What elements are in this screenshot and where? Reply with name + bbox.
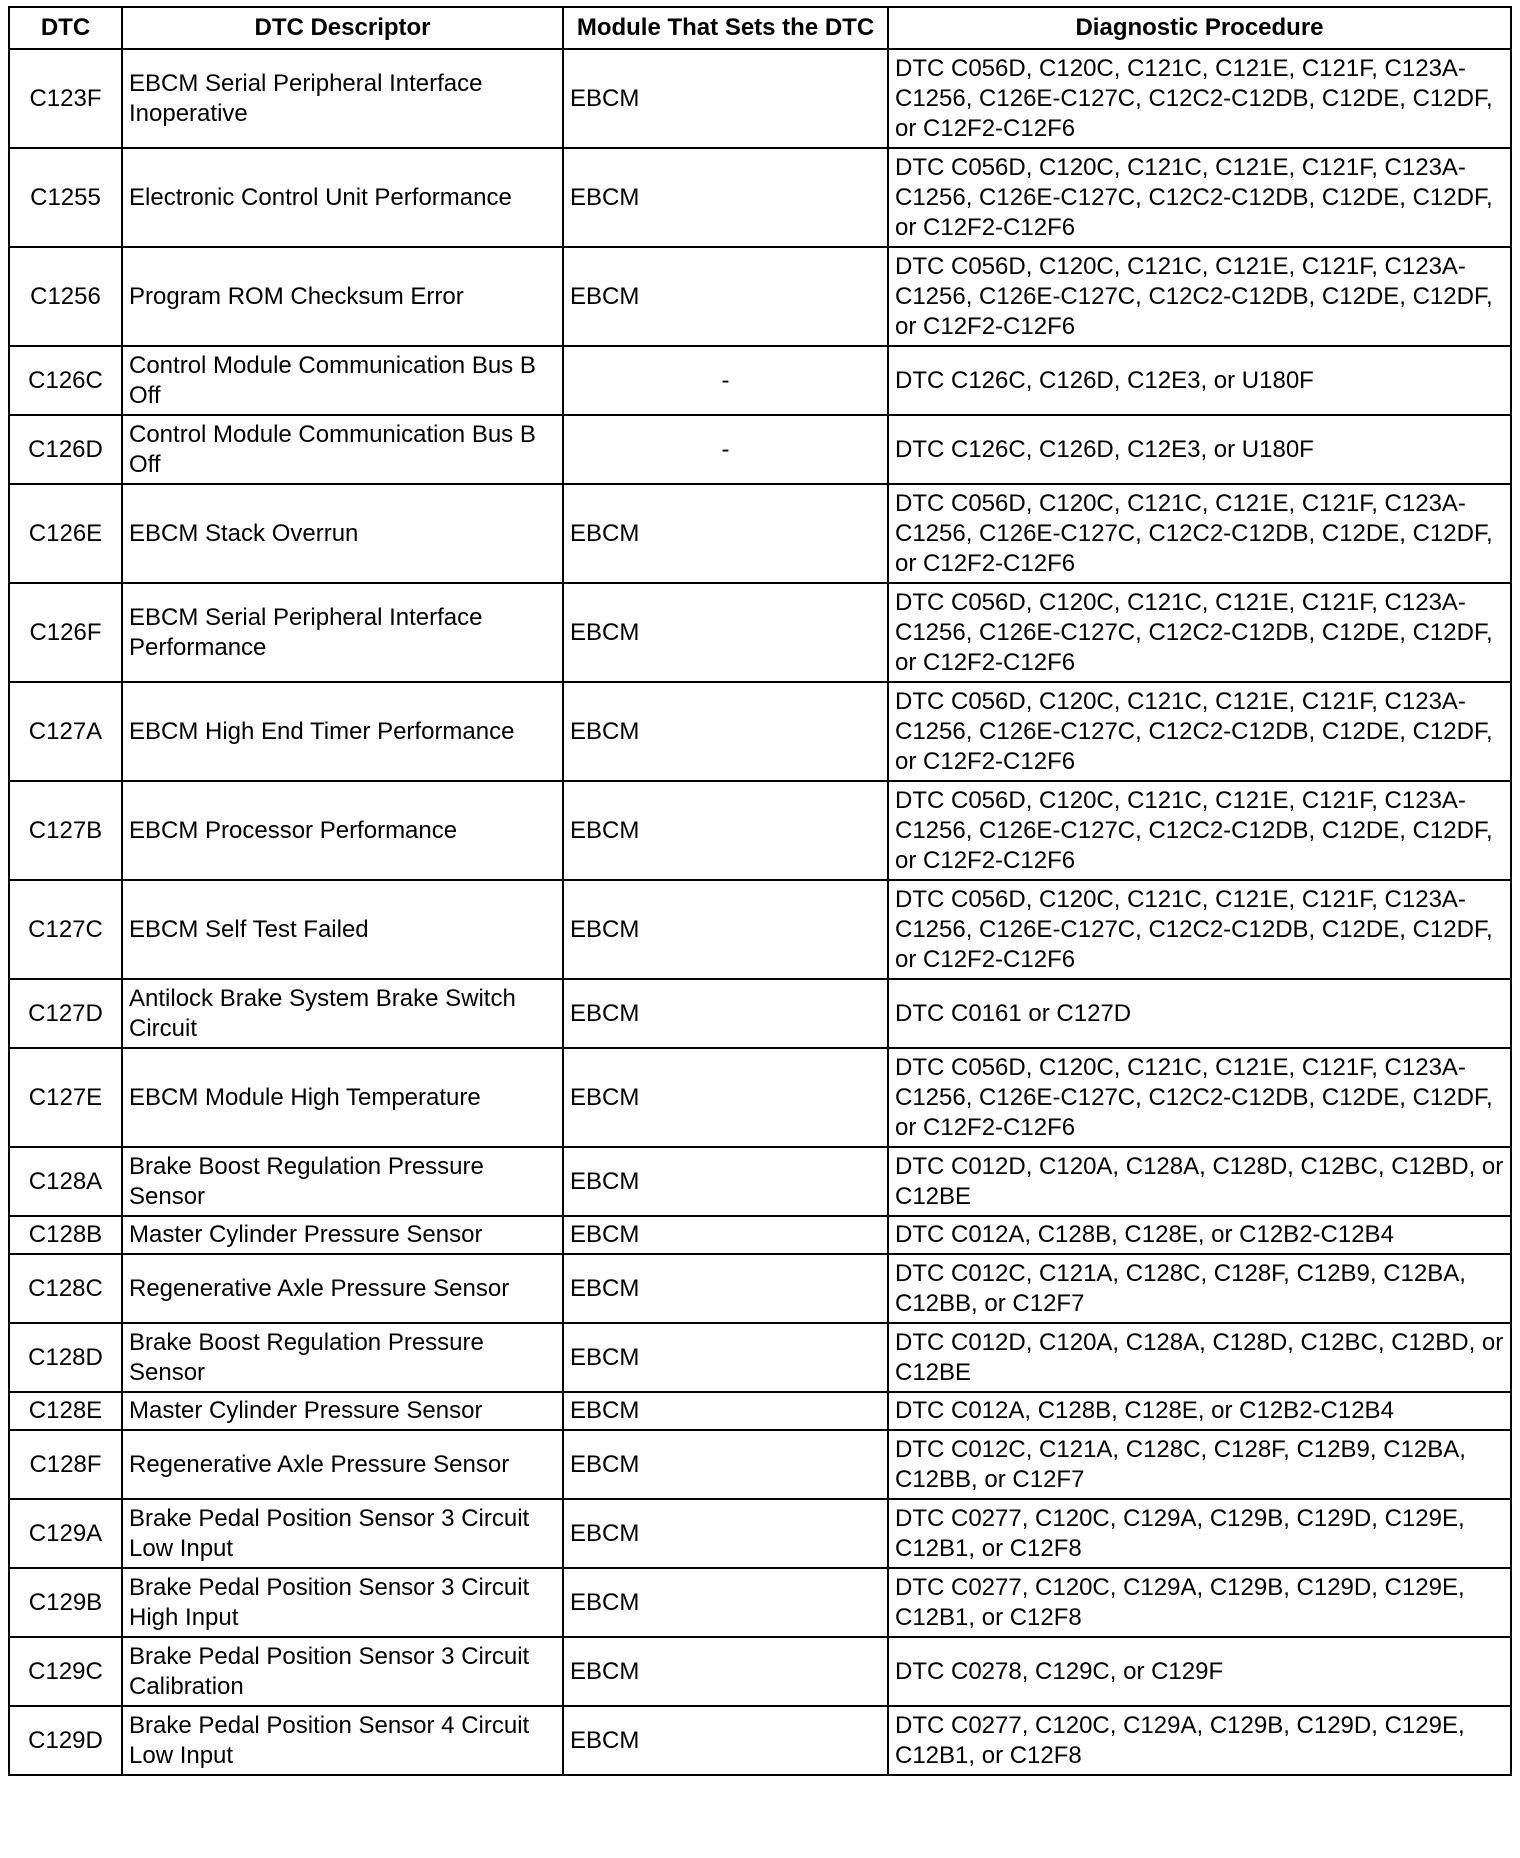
table-row [9,682,1511,781]
descriptor-cell: Brake Pedal Position Sensor 3 Circuit Calibration [122,1637,563,1706]
dtc-code-cell: C129A [9,1499,122,1568]
dtc-code-cell: C128E [9,1392,122,1430]
table-row [9,880,1511,979]
table-row [9,1323,1511,1392]
header-row [9,7,1511,49]
table-row [9,1430,1511,1499]
descriptor-cell: Brake Pedal Position Sensor 4 Circuit Low Input [122,1706,563,1775]
dtc-code-cell: C127D [9,979,122,1048]
dtc-code-cell: C128B [9,1216,122,1254]
module-cell: EBCM [563,1147,888,1216]
procedure-cell: DTC C012A, C128B, C128E, or C12B2-C12B4 [888,1392,1511,1430]
dtc-code-cell: C128C [9,1254,122,1323]
module-cell: EBCM [563,49,888,148]
table-row [9,49,1511,148]
descriptor-cell: Control Module Communication Bus B Off [122,415,563,484]
table-row [9,1254,1511,1323]
module-cell: EBCM [563,247,888,346]
table-row [9,1568,1511,1637]
procedure-cell: DTC C056D, C120C, C121C, C121E, C121F, C123A-C1256, C126E-C127C, C12C2-C12DB, C12DE, C12DF, or C12F2-C12F6 [888,682,1511,781]
module-cell: EBCM [563,1499,888,1568]
procedure-cell: DTC C056D, C120C, C121C, C121E, C121F, C123A-C1256, C126E-C127C, C12C2-C12DB, C12DE, C12DF, or C12F2-C12F6 [888,247,1511,346]
dtc-code-cell: C127E [9,1048,122,1147]
procedure-cell: DTC C056D, C120C, C121C, C121E, C121F, C123A-C1256, C126E-C127C, C12C2-C12DB, C12DE, C12DF, or C12F2-C12F6 [888,484,1511,583]
table-row [9,979,1511,1048]
table-row [9,583,1511,682]
procedure-cell: DTC C012C, C121A, C128C, C128F, C12B9, C12BA, C12BB, or C12F7 [888,1430,1511,1499]
descriptor-cell: EBCM High End Timer Performance [122,682,563,781]
module-cell: EBCM [563,1323,888,1392]
module-cell: - [563,346,888,415]
dtc-code-cell: C128F [9,1430,122,1499]
table-header [9,7,1511,49]
module-cell: EBCM [563,1430,888,1499]
descriptor-cell: EBCM Stack Overrun [122,484,563,583]
descriptor-cell: Master Cylinder Pressure Sensor [122,1216,563,1254]
dtc-code-cell: C126C [9,346,122,415]
module-cell: EBCM [563,1637,888,1706]
module-cell: - [563,415,888,484]
descriptor-cell: Regenerative Axle Pressure Sensor [122,1254,563,1323]
descriptor-cell: Antilock Brake System Brake Switch Circuit [122,979,563,1048]
procedure-cell: DTC C0277, C120C, C129A, C129B, C129D, C129E, C12B1, or C12F8 [888,1499,1511,1568]
module-cell: EBCM [563,148,888,247]
dtc-code-cell: C126F [9,583,122,682]
module-cell: EBCM [563,979,888,1048]
procedure-cell: DTC C056D, C120C, C121C, C121E, C121F, C123A-C1256, C126E-C127C, C12C2-C12DB, C12DE, C12DF, or C12F2-C12F6 [888,583,1511,682]
dtc-code-cell: C123F [9,49,122,148]
table-row [9,1147,1511,1216]
table-row [9,1392,1511,1430]
table-body [9,49,1511,1775]
procedure-cell: DTC C0277, C120C, C129A, C129B, C129D, C129E, C12B1, or C12F8 [888,1568,1511,1637]
table-row [9,1048,1511,1147]
dtc-code-cell: C129C [9,1637,122,1706]
descriptor-cell: Master Cylinder Pressure Sensor [122,1392,563,1430]
dtc-code-cell: C129D [9,1706,122,1775]
descriptor-cell: Control Module Communication Bus B Off [122,346,563,415]
module-cell: EBCM [563,1048,888,1147]
table-row [9,1499,1511,1568]
table-row [9,1706,1511,1775]
table-row [9,484,1511,583]
procedure-cell: DTC C0161 or C127D [888,979,1511,1048]
dtc-code-cell: C1256 [9,247,122,346]
module-cell: EBCM [563,484,888,583]
descriptor-cell: EBCM Serial Peripheral Interface Inoperative [122,49,563,148]
descriptor-cell: Regenerative Axle Pressure Sensor [122,1430,563,1499]
header-descriptor: DTC Descriptor [122,7,563,49]
procedure-cell: DTC C012D, C120A, C128A, C128D, C12BC, C12BD, or C12BE [888,1147,1511,1216]
procedure-cell: DTC C056D, C120C, C121C, C121E, C121F, C123A-C1256, C126E-C127C, C12C2-C12DB, C12DE, C12DF, or C12F2-C12F6 [888,1048,1511,1147]
dtc-code-cell: C127A [9,682,122,781]
table-row [9,1216,1511,1254]
dtc-code-cell: C129B [9,1568,122,1637]
header-module: Module That Sets the DTC [563,7,888,49]
dtc-code-cell: C128A [9,1147,122,1216]
descriptor-cell: EBCM Serial Peripheral Interface Performance [122,583,563,682]
module-cell: EBCM [563,1392,888,1430]
procedure-cell: DTC C056D, C120C, C121C, C121E, C121F, C123A-C1256, C126E-C127C, C12C2-C12DB, C12DE, C12DF, or C12F2-C12F6 [888,880,1511,979]
dtc-table [8,6,1512,1776]
descriptor-cell: Brake Boost Regulation Pressure Sensor [122,1147,563,1216]
module-cell: EBCM [563,880,888,979]
dtc-code-cell: C128D [9,1323,122,1392]
table-row [9,346,1511,415]
header-dtc: DTC [9,7,122,49]
module-cell: EBCM [563,1568,888,1637]
descriptor-cell: Brake Boost Regulation Pressure Sensor [122,1323,563,1392]
descriptor-cell: EBCM Self Test Failed [122,880,563,979]
dtc-code-cell: C126E [9,484,122,583]
module-cell: EBCM [563,1216,888,1254]
dtc-code-cell: C126D [9,415,122,484]
dtc-code-cell: C1255 [9,148,122,247]
module-cell: EBCM [563,1706,888,1775]
descriptor-cell: Brake Pedal Position Sensor 3 Circuit Low Input [122,1499,563,1568]
procedure-cell: DTC C126C, C126D, C12E3, or U180F [888,346,1511,415]
procedure-cell: DTC C012D, C120A, C128A, C128D, C12BC, C12BD, or C12BE [888,1323,1511,1392]
descriptor-cell: Brake Pedal Position Sensor 3 Circuit High Input [122,1568,563,1637]
module-cell: EBCM [563,583,888,682]
module-cell: EBCM [563,781,888,880]
descriptor-cell: EBCM Module High Temperature [122,1048,563,1147]
dtc-code-cell: C127B [9,781,122,880]
procedure-cell: DTC C056D, C120C, C121C, C121E, C121F, C123A-C1256, C126E-C127C, C12C2-C12DB, C12DE, C12DF, or C12F2-C12F6 [888,49,1511,148]
procedure-cell: DTC C056D, C120C, C121C, C121E, C121F, C123A-C1256, C126E-C127C, C12C2-C12DB, C12DE, C12DF, or C12F2-C12F6 [888,148,1511,247]
table-row [9,148,1511,247]
procedure-cell: DTC C0278, C129C, or C129F [888,1637,1511,1706]
table-row [9,247,1511,346]
procedure-cell: DTC C012C, C121A, C128C, C128F, C12B9, C12BA, C12BB, or C12F7 [888,1254,1511,1323]
descriptor-cell: Program ROM Checksum Error [122,247,563,346]
dtc-code-cell: C127C [9,880,122,979]
procedure-cell: DTC C0277, C120C, C129A, C129B, C129D, C129E, C12B1, or C12F8 [888,1706,1511,1775]
header-procedure: Diagnostic Procedure [888,7,1511,49]
descriptor-cell: EBCM Processor Performance [122,781,563,880]
descriptor-cell: Electronic Control Unit Performance [122,148,563,247]
module-cell: EBCM [563,682,888,781]
table-row [9,415,1511,484]
procedure-cell: DTC C056D, C120C, C121C, C121E, C121F, C123A-C1256, C126E-C127C, C12C2-C12DB, C12DE, C12DF, or C12F2-C12F6 [888,781,1511,880]
module-cell: EBCM [563,1254,888,1323]
table-row [9,1637,1511,1706]
procedure-cell: DTC C126C, C126D, C12E3, or U180F [888,415,1511,484]
table-row [9,781,1511,880]
procedure-cell: DTC C012A, C128B, C128E, or C12B2-C12B4 [888,1216,1511,1254]
